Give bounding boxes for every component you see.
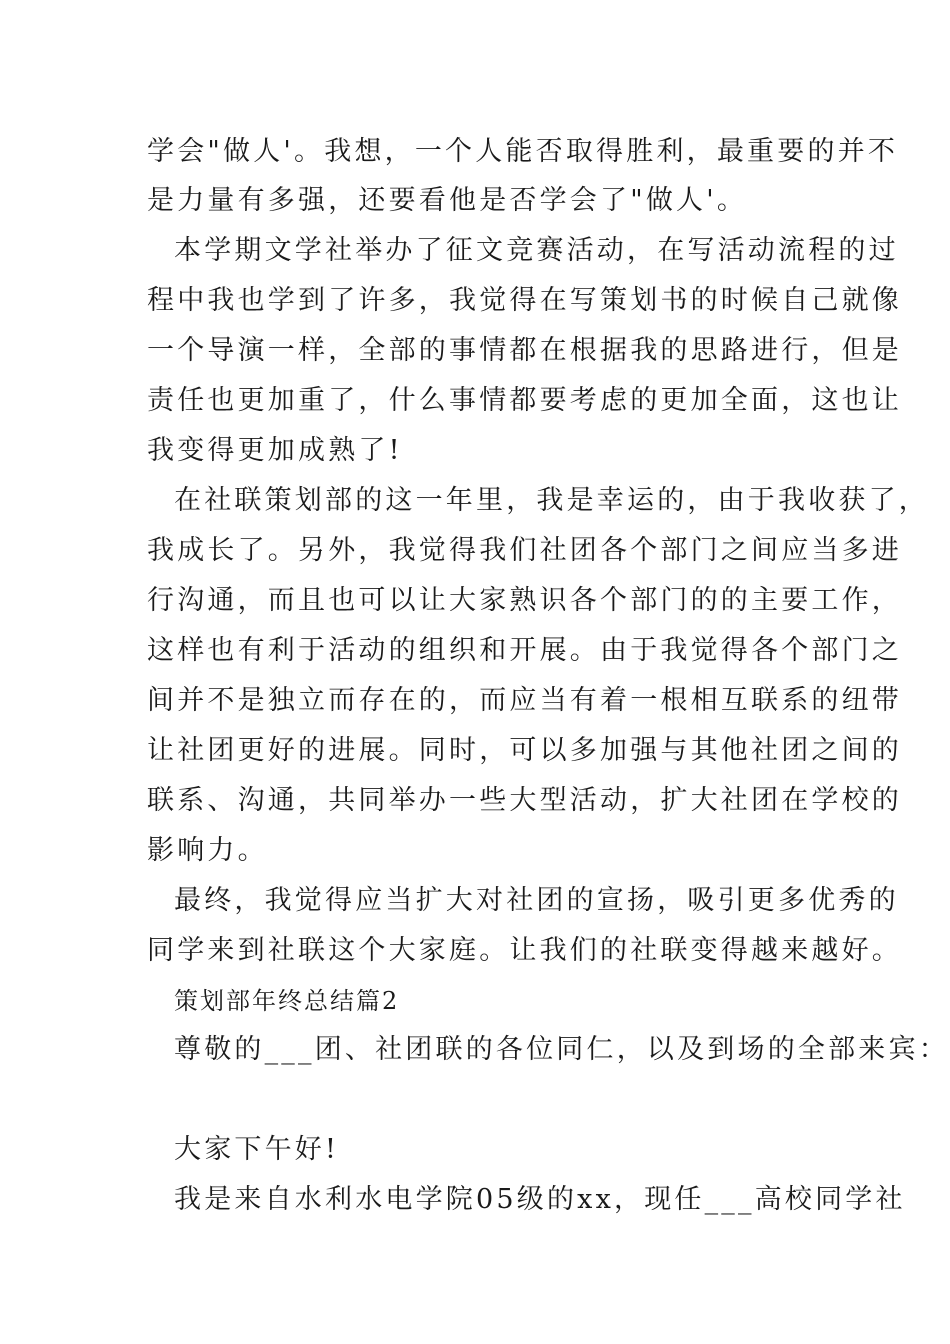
text-line: 我变得更加成熟了!	[147, 435, 403, 466]
section-heading: 策划部年终总结篇2	[174, 987, 400, 1015]
text-line: 学会"做人'。我想，一个人能否取得胜利，最重要的并不	[147, 136, 899, 167]
text-line: 同学来到社联这个大家庭。让我们的社联变得越来越好。	[147, 935, 902, 966]
text-line: 我成长了。另外，我觉得我们社团各个部门之间应当多进	[147, 535, 902, 566]
text-line: 责任也更加重了，什么事情都要考虑的更加全面，这也让	[147, 385, 902, 416]
text-line: 一个导演一样，全部的事情都在根据我的思路进行，但是	[147, 335, 902, 366]
salutation-line: 尊敬的___团、社团联的各位同仁，以及到场的全部来宾：	[174, 1034, 949, 1065]
paragraph-start-line: 本学期文学社举办了征文竞赛活动，在写活动流程的过	[174, 235, 899, 266]
greeting-line: 大家下午好!	[174, 1134, 340, 1165]
text-line: 行沟通，而且也可以让大家熟识各个部门的的主要工作，	[147, 585, 902, 616]
paragraph-start-line: 我是来自水利水电学院05级的xx，现任___高校同学社	[174, 1184, 906, 1215]
text-line: 间并不是独立而存在的，而应当有着一根相互联系的纽带	[147, 685, 902, 716]
paragraph-start-line: 在社联策划部的这一年里，我是幸运的，由于我收获了，	[174, 485, 929, 516]
text-line: 这样也有利于活动的组织和开展。由于我觉得各个部门之	[147, 635, 902, 666]
text-line: 影响力。	[147, 835, 268, 866]
paragraph-start-line: 最终，我觉得应当扩大对社团的宣扬，吸引更多优秀的	[174, 885, 899, 916]
text-line: 是力量有多强，还要看他是否学会了"做人'。	[147, 185, 748, 216]
text-line: 让社团更好的进展。同时，可以多加强与其他社团之间的	[147, 735, 902, 766]
text-line: 程中我也学到了许多，我觉得在写策划书的时候自己就像	[147, 285, 902, 316]
text-line: 联系、沟通，共同举办一些大型活动，扩大社团在学校的	[147, 785, 902, 816]
